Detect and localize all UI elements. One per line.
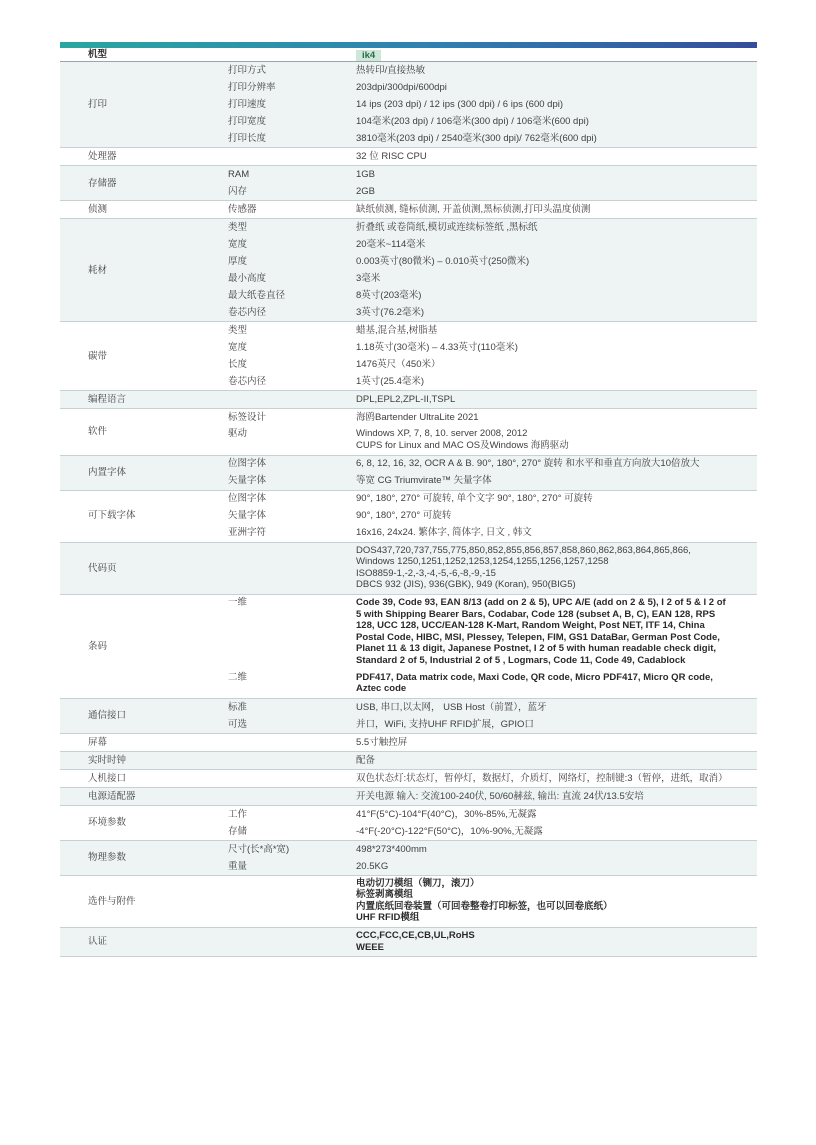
spec-value-group: 498*273*400mm [356,843,427,855]
spec-sub-label: 打印分辨率 [228,82,276,94]
section-sub-labels [228,769,356,787]
section-values [356,875,757,927]
section-values [356,769,757,787]
spec-value-line: Planet 11 & 13 digit, Japanese Postnet, I 2 of 5 with human readable check digit, [356,643,717,655]
section-sub-labels [228,751,356,769]
section-sub-labels [228,409,356,455]
spec-value-group: 6, 8, 12, 16, 32, OCR A & B. 90°, 180°, 270° 旋转 和水平和垂直方向放大10倍放大 [356,458,700,470]
spec-section-row [60,409,757,455]
section-sub-labels [228,928,356,957]
spec-value-group: -4°F(-20°C)-122°F(50°C)，10%-90%,无凝露 [356,825,543,837]
section-sub-labels [228,166,356,201]
spec-sub-label: 闪存 [228,186,248,198]
spec-value-line: PDF417, Data matrix code, Maxi Code, QR code, Micro PDF417, Micro QR code, [356,671,713,683]
spec-sub-label: 打印速度 [228,99,267,111]
section-category: 电源适配器 [60,787,228,805]
section-values [356,542,757,594]
spec-section-row [60,219,757,322]
section-values [356,805,757,840]
section-values [356,201,757,219]
spec-sub-label: 打印方式 [228,65,267,77]
spec-value-group [356,928,757,956]
spec-value-group: 104毫米(203 dpi) / 106毫米(300 dpi) / 106毫米(600 dpi) [356,116,589,128]
section-sub-labels [228,62,356,148]
spec-value-group: 90°, 180°, 270° 可旋转, 单个文字 90°, 180°, 270° 可旋转 [356,493,593,505]
section-values [356,219,757,322]
section-category: 条码 [60,594,228,698]
spec-value-group: DPL,EPL2,ZPL-II,TSPL [356,394,456,406]
section-sub-labels [228,733,356,751]
spec-section-row [60,201,757,219]
spec-section-row [60,542,757,594]
spec-value-group [356,595,757,670]
spec-value-group: 3毫米 [356,273,381,285]
section-category: 打印 [60,62,228,148]
spec-value-line: 内置底纸回卷装置（可回卷整卷打印标签，也可以回卷底纸） [356,900,613,912]
spec-sub-label [228,148,356,165]
section-category: 选件与附件 [60,875,228,927]
spec-value-group: 16x16, 24x24. 繁体字, 简体字, 日文 , 韩文 [356,527,532,539]
spec-sub-label: 驱动 [228,428,248,440]
spec-value-group: 14 ips (203 dpi) / 12 ips (300 dpi) / 6 ips (600 dpi) [356,99,564,111]
spec-section-row [60,322,757,391]
spec-section-row [60,166,757,201]
spec-value-line: 标签剥离模组 [356,889,414,901]
spec-value-line: DOS437,720,737,755,775,850,852,855,856,857,858,860,862,863,864,865,866, [356,544,691,556]
section-sub-labels [228,322,356,391]
spec-value-line: DBCS 932 (JIS), 936(GBK), 949 (Koran), 950(BIG5) [356,579,576,591]
section-category: 屏幕 [60,733,228,751]
spec-sub-label: 一维 [228,596,248,608]
spec-sub-label: 亚洲字符 [228,527,267,539]
section-sub-labels [228,148,356,166]
spec-sub-label: 位图字体 [228,493,267,505]
section-values [356,751,757,769]
spec-value-line: 128, UCC 128, UCC/EAN-128 K-Mart, Random Weight, Post NET, ITF 14, China [356,620,705,632]
spec-section-row [60,751,757,769]
spec-value-group: 蜡基,混合基,树脂基 [356,325,438,337]
spec-sub-label: 二维 [228,671,248,683]
section-category: 物理参数 [60,840,228,875]
spec-sub-label: 存储 [228,825,248,837]
spec-sub-label: 位图字体 [228,458,267,470]
spec-value-line: UHF RFID模组 [356,912,420,924]
spec-value-line: Aztec code [356,683,407,695]
spec-value-group: 20毫米~114毫米 [356,239,426,251]
spec-sub-label: 可选 [228,718,248,730]
spec-value-group: 5.5寸触控屏 [356,736,408,748]
spec-value-group: 32 位 RISC CPU [356,151,427,163]
section-sub-labels [228,391,356,409]
spec-value-group: 90°, 180°, 270° 可旋转 [356,510,452,522]
spec-value-group: 并口，WiFi, 支持UHF RFID扩展，GPIO口 [356,718,534,730]
section-sub-labels [228,805,356,840]
spec-value-group: 开关电源 输入: 交流100-240伏, 50/60赫兹, 输出: 直流 24伏/13.5安培 [356,790,644,802]
section-sub-labels [228,490,356,542]
spec-sub-label [228,752,356,769]
spec-value-group: 2GB [356,186,376,198]
section-values [356,148,757,166]
section-category: 环境参数 [60,805,228,840]
section-category: 认证 [60,928,228,957]
spec-section-row [60,62,757,148]
section-sub-labels [228,455,356,490]
section-sub-labels [228,698,356,733]
spec-section-row [60,769,757,787]
spec-section-row [60,840,757,875]
spec-value-group [356,670,757,698]
spec-sub-label [228,391,356,408]
spec-sub-label [228,876,356,927]
section-category: 人机接口 [60,769,228,787]
section-values [356,391,757,409]
section-sub-labels [228,542,356,594]
section-category: 侦测 [60,201,228,219]
spec-value-line: Postal Code, HIBC, MSI, Plessey, Telepen, FIM, GS1 DataBar, German Post Code, [356,631,720,643]
spec-sub-label: 宽度 [228,239,248,251]
spec-sub-label: 矢量字体 [228,510,267,522]
spec-sub-label: 传感器 [228,204,257,216]
spec-value-group [356,426,757,454]
spec-section-row [60,928,757,957]
spec-sub-label: 厚度 [228,256,248,268]
section-values [356,409,757,455]
section-values [356,62,757,148]
spec-value-group: USB, 串口,以太网， USB Host（前置），蓝牙 [356,701,547,713]
spec-sub-label: 矢量字体 [228,475,267,487]
section-sub-labels [228,594,356,698]
spec-value-group: 3810毫米(203 dpi) / 2540毫米(300 dpi)/ 762毫米(600 dpi) [356,133,597,145]
spec-value-group: 41°F(5°C)-104°F(40°C)，30%-85%,无凝露 [356,808,537,820]
section-category: 实时时钟 [60,751,228,769]
spec-sheet [60,42,757,957]
spec-value-group: 0.003英寸(80微米) – 0.010英寸(250微米) [356,256,530,268]
spec-value-group: 1.18英寸(30毫米) – 4.33英寸(110毫米) [356,342,518,354]
model-sub-cell [228,48,356,62]
spec-value-group: 1英寸(25.4毫米) [356,376,425,388]
spec-value-group: 折叠纸 或卷筒纸,模切或连续标签纸 ,黑标纸 [356,222,538,234]
spec-sub-label: 打印宽度 [228,116,267,128]
spec-value-line: 电动切刀模组（铡刀，滚刀） [356,877,480,889]
model-row [60,48,757,62]
spec-section-row [60,698,757,733]
section-category: 处理器 [60,148,228,166]
spec-sub-label: 最大纸卷直径 [228,290,286,302]
spec-section-row [60,391,757,409]
spec-value-group: 等宽 CG Triumvirate™ 矢量字体 [356,475,492,487]
spec-value-line: Code 39, Code 93, EAN 8/13 (add on 2 & 5), UPC A/E (add on 2 & 5), I 2 of 5 & I 2 of [356,596,726,608]
spec-sub-label: 尺寸(长*高*宽) [228,843,290,855]
spec-sub-label: 类型 [228,325,248,337]
section-sub-labels [228,219,356,322]
spec-section-row [60,148,757,166]
section-category: 内置字体 [60,455,228,490]
spec-value-line: 5 with Shipping Bearer Bars, Codabar, Code 128 (subset A, B, C), EAN 128, RPS [356,608,716,620]
section-values [356,840,757,875]
spec-sub-label: 打印长度 [228,133,267,145]
spec-sub-label: 标准 [228,701,248,713]
spec-value-line: CCC,FCC,CE,CB,UL,RoHS [356,930,475,942]
spec-table [60,48,757,957]
spec-value-line: Standard 2 of 5, Industrial 2 of 5 , Logmars, Code 11, Code 49, Cadablock [356,654,686,666]
section-values [356,455,757,490]
section-category: 软件 [60,409,228,455]
section-category: 存储器 [60,166,228,201]
spec-value-group [356,543,757,594]
spec-sub-label: 卷芯内径 [228,307,267,319]
spec-value-group: 203dpi/300dpi/600dpi [356,82,447,94]
spec-sub-label: 重量 [228,860,248,872]
model-badge: ik4 [356,50,381,61]
section-category: 通信接口 [60,698,228,733]
spec-sub-label [228,543,356,594]
spec-value-group: 双色状态灯:状态灯，暂停灯，数据灯，介质灯，网络灯，控制键:3（暂停，进纸，取消） [356,772,728,784]
section-values [356,698,757,733]
spec-value-group: 热转印/直接热敏 [356,65,426,77]
spec-value-group: 海鸥Bartender UltraLite 2021 [356,412,479,424]
section-values [356,166,757,201]
section-values [356,928,757,957]
spec-section-row [60,594,757,698]
spec-section-row [60,805,757,840]
section-sub-labels [228,787,356,805]
section-sub-labels [228,840,356,875]
spec-value-line: WEEE [356,941,384,953]
spec-value-line: CUPS for Linux and MAC OS及Windows 海鸥驱动 [356,439,569,451]
model-label: 机型 [60,48,228,62]
spec-value-group: 1GB [356,169,376,181]
spec-value-line: ISO8859-1,-2,-3,-4,-5,-6,-8,-9,-15 [356,567,496,579]
section-sub-labels [228,875,356,927]
spec-sub-label: 最小高度 [228,273,267,285]
spec-sub-label: 类型 [228,222,248,234]
section-category: 代码页 [60,542,228,594]
section-values [356,733,757,751]
spec-sub-label [228,788,356,805]
spec-sub-label: 卷芯内径 [228,376,267,388]
spec-value-group: 3英寸(76.2毫米) [356,307,425,319]
section-values [356,787,757,805]
section-sub-labels [228,201,356,219]
section-category: 可下载字体 [60,490,228,542]
spec-value-group: 8英寸(203毫米) [356,290,422,302]
spec-sub-label: 宽度 [228,342,248,354]
spec-value-line: Windows 1250,1251,1252,1253,1254,1255,1256,1257,1258 [356,556,609,568]
spec-sub-label: 长度 [228,359,248,371]
spec-section-row [60,490,757,542]
section-values [356,594,757,698]
section-category: 编程语言 [60,391,228,409]
spec-section-row [60,733,757,751]
spec-value-group [356,876,757,927]
spec-value-group: 1476英尺（450米） [356,359,441,371]
section-values [356,490,757,542]
spec-sub-label [228,734,356,751]
spec-value-group: 配备 [356,754,376,766]
spec-value-line: Windows XP, 7, 8, 10. server 2008, 2012 [356,428,528,440]
section-category: 耗材 [60,219,228,322]
section-values [356,322,757,391]
spec-sub-label [228,928,356,956]
model-value-cell [356,48,757,62]
spec-value-group: 20.5KG [356,860,389,872]
spec-section-row [60,787,757,805]
spec-value-group: 缺纸侦测, 缝标侦测, 开盖侦测,黑标侦测,打印头温度侦测 [356,204,591,216]
spec-section-row [60,455,757,490]
spec-sub-label: RAM [228,169,250,181]
spec-sub-label: 标签设计 [228,412,267,424]
section-category: 碳带 [60,322,228,391]
spec-sub-label: 工作 [228,808,248,820]
spec-sub-label [228,770,356,787]
spec-section-row [60,875,757,927]
